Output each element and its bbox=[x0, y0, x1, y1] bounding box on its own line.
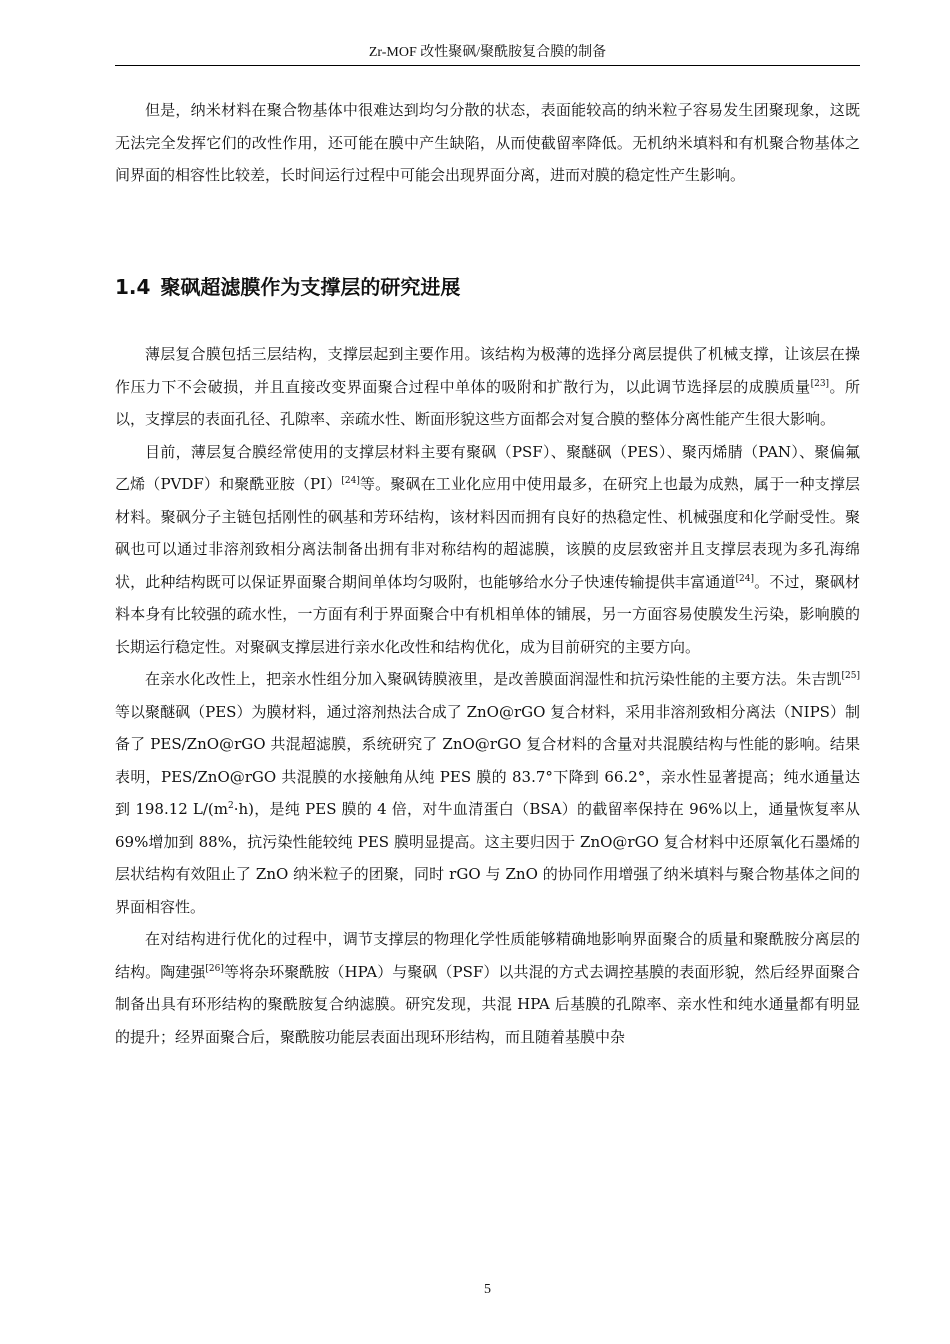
intro-paragraph: 但是，纳米材料在聚合物基体中很难达到均匀分散的状态，表面能较高的纳米粒子容易发生团聚现象，这既无法完全发挥它们的改性作用，还可能在膜中产生缺陷，从而使截留率降低。无机纳米填料和有机聚合物基体之间界面的相容性比较差，长时间运行过程中可能会出现界面分离，进而对膜的稳定性产生影响。 bbox=[115, 101, 860, 184]
section-body bbox=[115, 338, 860, 1053]
paragraph-text: 。不过，聚砜材料本身有比较强的疏水性，一方面有利于界面聚合中有机相单体的铺展，另一方面容易使膜发生污染，影响膜的长期运行稳定性。对聚砜支撑层进行亲水化改性和结构优化，成为目前研究的主要方向。 bbox=[115, 572, 860, 656]
citation: [24] bbox=[735, 573, 755, 584]
citation: [24] bbox=[341, 476, 360, 486]
running-header: Zr-MOF 改性聚砜/聚酰胺复合膜的制备 bbox=[368, 45, 607, 60]
section-number: 1.4 bbox=[115, 275, 151, 299]
superscript: 2 bbox=[227, 801, 234, 811]
paragraph-text: ·h)，是纯 PES 膜的 4 倍，对牛血清蛋白（BSA）的截留率保持在 96%以上，通量恢复率从 69%增加到 88%，抗污染性能较纯 PES 膜明显提高。这主要归因于 ZnO@rGO 复合材料中还原氧化石墨烯的层状结构有效阻止了 ZnO 纳米粒子的团聚，同时 rGO 与 ZnO 的协同作用增强了纳米填料与聚合物基体之间的界面相容性。 bbox=[115, 800, 860, 916]
paragraph-text: 等以聚醚砜（PES）为膜材料，通过溶剂热法合成了 ZnO@rGO 复合材料，采用非溶剂致相分离法（NIPS）制备了 PES/ZnO@rGO 共混超滤膜，系统研究了 ZnO@rGO 复合材料的含量对共混膜结构与性能的影响。结果表明，PES/ZnO@rGO 共混膜的水接触角从纯 PES 膜的 83.7°下降到 66.2°，亲水性显著提高；纯水通量达到 198.12 L/(m bbox=[115, 702, 860, 818]
paragraph-text: 等。聚砜在工业化应用中使用最多，在研究上也最为成熟，属于一种支撑层材料。聚砜分子主链包括刚性的砜基和芳环结构，该材料因而拥有良好的热稳定性、机械强度和化学耐受性。聚砜也可以通过非溶剂致相分离法制备出拥有非对称结构的超滤膜，该膜的皮层致密并且支撑层表现为多孔海绵状，此种结构既可以保证界面聚合期间单体均匀吸附，也能够给水分子快速传输提供丰富通道 bbox=[115, 475, 860, 591]
paragraph-text: 薄层复合膜包括三层结构，支撑层起到主要作用。该结构为极薄的选择分离层提供了机械支撑，让该层在操作压力下不会破损，并且直接改变界面聚合过程中单体的吸附和扩散行为，以此调节选择层的成膜质量 bbox=[115, 345, 860, 396]
paragraph-structure-optimization bbox=[115, 923, 860, 1053]
paragraph-support-materials bbox=[115, 436, 860, 664]
citation: [25] bbox=[841, 671, 860, 681]
page-number: 5 bbox=[484, 1282, 491, 1297]
paragraph-text: 。所以，支撑层的表面孔径、孔隙率、亲疏水性、断面形貌这些方面都会对复合膜的整体分离性能产生很大影响。 bbox=[115, 377, 860, 428]
section-heading bbox=[115, 272, 860, 302]
intro-block bbox=[115, 94, 860, 192]
citation: [26] bbox=[205, 963, 224, 974]
header-rule bbox=[115, 65, 860, 66]
citation: [23] bbox=[810, 378, 830, 389]
paragraph-support-layer-role bbox=[115, 338, 860, 436]
paragraph-text: 在对结构进行优化的过程中，调节支撑层的物理化学性质能够精确地影响界面聚合的质量和聚酰胺分离层的结构。陶建强 bbox=[115, 930, 860, 981]
paragraph-text: 在亲水化改性上，把亲水性组分加入聚砜铸膜液里，是改善膜面润湿性和抗污染性能的主要方法。朱吉凯 bbox=[145, 670, 842, 688]
paragraph-text: 等将杂环聚酰胺（HPA）与聚砜（PSF）以共混的方式去调控基膜的表面形貌，然后经界面聚合制备出具有环形结构的聚酰胺复合纳滤膜。研究发现，共混 HPA 后基膜的孔隙率、亲水性和纯水通量都有明显的提升；经界面聚合后，聚酰胺功能层表面出现环形结构，而且随着基膜中杂 bbox=[115, 962, 860, 1046]
paragraph-hydrophilic-modification bbox=[115, 663, 860, 923]
section-title: 聚砜超滤膜作为支撑层的研究进展 bbox=[160, 275, 461, 299]
paragraph-text: 目前，薄层复合膜经常使用的支撑层材料主要有聚砜（PSF）、聚醚砜（PES）、聚丙烯腈（PAN）、聚偏氟乙烯（PVDF）和聚酰亚胺（PI） bbox=[115, 442, 860, 493]
